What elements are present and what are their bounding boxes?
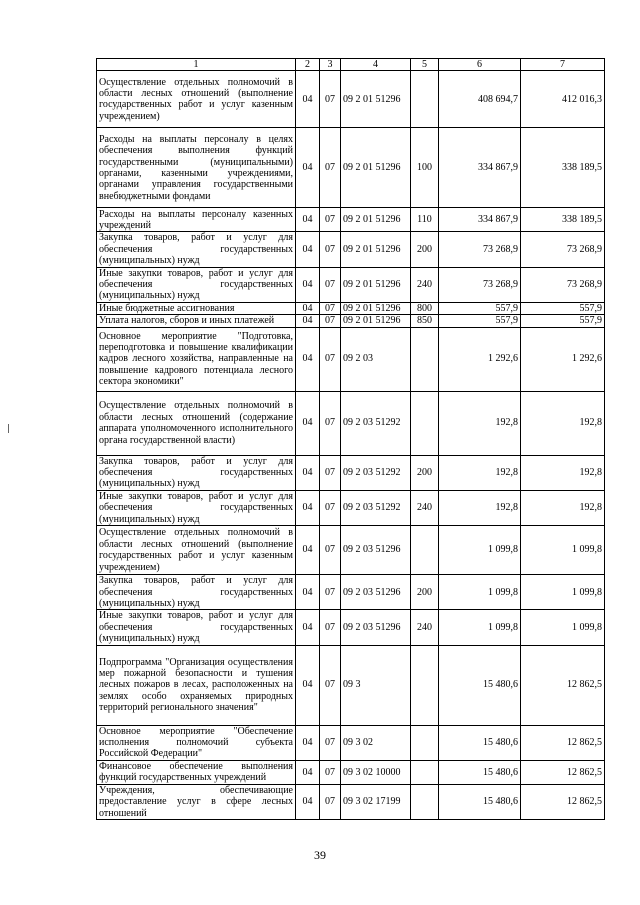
expense-type-code — [411, 784, 439, 819]
column-header: 7 — [521, 59, 605, 71]
amount-year-1: 334 867,9 — [439, 128, 521, 208]
subsection-code: 07 — [320, 610, 341, 645]
expense-type-code — [411, 327, 439, 391]
amount-year-1: 15 480,6 — [439, 760, 521, 784]
table-row — [97, 526, 605, 575]
section-code: 04 — [296, 267, 320, 302]
expense-type-code — [411, 71, 439, 128]
table-row — [97, 645, 605, 725]
subsection-code: 07 — [320, 391, 341, 455]
section-code: 04 — [296, 232, 320, 267]
section-code: 04 — [296, 391, 320, 455]
target-article-code: 09 2 03 — [341, 327, 411, 391]
section-code: 04 — [296, 610, 320, 645]
expense-type-code — [411, 725, 439, 760]
target-article-code: 09 2 01 51296 — [341, 302, 411, 314]
subsection-code: 07 — [320, 315, 341, 327]
expense-type-code: 200 — [411, 232, 439, 267]
subsection-code: 07 — [320, 232, 341, 267]
expense-type-code: 240 — [411, 610, 439, 645]
margin-mark — [8, 424, 9, 433]
table-row — [97, 391, 605, 455]
row-name: Иные закупки товаров, работ и услуг для обеспечения государственных (муниципальных) нужд — [97, 610, 296, 645]
table-row — [97, 610, 605, 645]
column-header: 5 — [411, 59, 439, 71]
row-name: Иные закупки товаров, работ и услуг для обеспечения государственных (муниципальных) нужд — [97, 267, 296, 302]
amount-year-1: 192,8 — [439, 391, 521, 455]
page-number: 39 — [314, 848, 326, 862]
section-code: 04 — [296, 455, 320, 490]
row-name: Иные бюджетные ассигнования — [97, 302, 296, 314]
row-name: Учреждения, обеспечивающие предоставление услуг в сфере лесных отношений — [97, 784, 296, 819]
amount-year-1: 1 292,6 — [439, 327, 521, 391]
amount-year-1: 192,8 — [439, 490, 521, 525]
row-name: Основное мероприятие "Подготовка, переподготовка и повышение квалификации кадров лесного хозяйства, направленные на повышение кадрового потенциала лесного сектора экономики" — [97, 327, 296, 391]
amount-year-2: 1 099,8 — [521, 610, 605, 645]
amount-year-2: 1 292,6 — [521, 327, 605, 391]
target-article-code: 09 2 01 51296 — [341, 267, 411, 302]
table-row — [97, 455, 605, 490]
expense-type-code — [411, 645, 439, 725]
table-row — [97, 327, 605, 391]
table-row — [97, 490, 605, 525]
amount-year-2: 557,9 — [521, 315, 605, 327]
subsection-code: 07 — [320, 575, 341, 610]
amount-year-1: 408 694,7 — [439, 71, 521, 128]
subsection-code: 07 — [320, 725, 341, 760]
row-name: Подпрограмма "Организация осуществления мер пожарной безопасности и тушения лесных пожаров в лесах, расположенных на землях особо охраняемых природных территорий регионального значения" — [97, 645, 296, 725]
target-article-code: 09 3 02 17199 — [341, 784, 411, 819]
target-article-code: 09 2 01 51296 — [341, 232, 411, 267]
amount-year-2: 338 189,5 — [521, 128, 605, 208]
section-code: 04 — [296, 784, 320, 819]
subsection-code: 07 — [320, 526, 341, 575]
header-row — [97, 59, 605, 71]
expense-type-code: 200 — [411, 575, 439, 610]
table-row — [97, 232, 605, 267]
row-name: Осуществление отдельных полномочий в области лесных отношений (выполнение государственных работ и услуг казенным учреждением) — [97, 526, 296, 575]
target-article-code: 09 2 03 51296 — [341, 575, 411, 610]
expense-type-code: 240 — [411, 267, 439, 302]
subsection-code: 07 — [320, 208, 341, 232]
subsection-code: 07 — [320, 128, 341, 208]
amount-year-1: 1 099,8 — [439, 526, 521, 575]
amount-year-1: 15 480,6 — [439, 645, 521, 725]
amount-year-2: 73 268,9 — [521, 232, 605, 267]
table-body — [97, 71, 605, 820]
target-article-code: 09 2 03 51292 — [341, 490, 411, 525]
target-article-code: 09 2 01 51296 — [341, 208, 411, 232]
column-header: 4 — [341, 59, 411, 71]
target-article-code: 09 2 01 51296 — [341, 128, 411, 208]
target-article-code: 09 2 01 51296 — [341, 315, 411, 327]
row-name: Закупка товаров, работ и услуг для обеспечения государственных (муниципальных) нужд — [97, 232, 296, 267]
subsection-code: 07 — [320, 490, 341, 525]
table-row — [97, 575, 605, 610]
amount-year-1: 557,9 — [439, 315, 521, 327]
amount-year-1: 73 268,9 — [439, 232, 521, 267]
subsection-code: 07 — [320, 455, 341, 490]
budget-table — [96, 58, 605, 820]
section-code: 04 — [296, 208, 320, 232]
target-article-code: 09 2 03 51296 — [341, 610, 411, 645]
expense-type-code: 240 — [411, 490, 439, 525]
column-header: 1 — [97, 59, 296, 71]
target-article-code: 09 2 03 51292 — [341, 455, 411, 490]
amount-year-1: 334 867,9 — [439, 208, 521, 232]
expense-type-code: 850 — [411, 315, 439, 327]
amount-year-1: 15 480,6 — [439, 725, 521, 760]
table-row — [97, 267, 605, 302]
target-article-code: 09 3 02 — [341, 725, 411, 760]
section-code: 04 — [296, 327, 320, 391]
amount-year-2: 192,8 — [521, 490, 605, 525]
row-name: Основное мероприятие "Обеспечение исполнения полномочий субъекта Российской Федерации" — [97, 725, 296, 760]
row-name: Иные закупки товаров, работ и услуг для обеспечения государственных (муниципальных) нужд — [97, 490, 296, 525]
table-row — [97, 784, 605, 819]
section-code: 04 — [296, 760, 320, 784]
amount-year-2: 557,9 — [521, 302, 605, 314]
amount-year-2: 192,8 — [521, 455, 605, 490]
column-header: 6 — [439, 59, 521, 71]
amount-year-2: 12 862,5 — [521, 725, 605, 760]
row-name: Закупка товаров, работ и услуг для обеспечения государственных (муниципальных) нужд — [97, 455, 296, 490]
subsection-code: 07 — [320, 302, 341, 314]
amount-year-2: 192,8 — [521, 391, 605, 455]
amount-year-2: 12 862,5 — [521, 784, 605, 819]
amount-year-1: 1 099,8 — [439, 610, 521, 645]
amount-year-1: 192,8 — [439, 455, 521, 490]
table-row — [97, 725, 605, 760]
row-name: Осуществление отдельных полномочий в области лесных отношений (выполнение государственных работ и услуг казенным учреждением) — [97, 71, 296, 128]
table-row — [97, 208, 605, 232]
row-name: Расходы на выплаты персоналу в целях обеспечения выполнения функций государственными (муниципальными) органами, казенными учреждениями, органами управления государственными внебюджетными фондами — [97, 128, 296, 208]
amount-year-2: 338 189,5 — [521, 208, 605, 232]
section-code: 04 — [296, 302, 320, 314]
section-code: 04 — [296, 725, 320, 760]
expense-type-code: 800 — [411, 302, 439, 314]
subsection-code: 07 — [320, 71, 341, 128]
amount-year-2: 73 268,9 — [521, 267, 605, 302]
subsection-code: 07 — [320, 760, 341, 784]
column-header: 3 — [320, 59, 341, 71]
section-code: 04 — [296, 490, 320, 525]
target-article-code: 09 2 01 51296 — [341, 71, 411, 128]
section-code: 04 — [296, 526, 320, 575]
amount-year-1: 557,9 — [439, 302, 521, 314]
section-code: 04 — [296, 645, 320, 725]
amount-year-1: 73 268,9 — [439, 267, 521, 302]
expense-type-code — [411, 391, 439, 455]
amount-year-2: 1 099,8 — [521, 526, 605, 575]
amount-year-2: 1 099,8 — [521, 575, 605, 610]
row-name: Расходы на выплаты персоналу казенных учреждений — [97, 208, 296, 232]
row-name: Осуществление отдельных полномочий в области лесных отношений (содержание аппарата уполномоченного исполнительного органа государственной власти) — [97, 391, 296, 455]
section-code: 04 — [296, 71, 320, 128]
table-row — [97, 128, 605, 208]
target-article-code: 09 3 02 10000 — [341, 760, 411, 784]
row-name: Финансовое обеспечение выполнения функций государственных учреждений — [97, 760, 296, 784]
amount-year-2: 12 862,5 — [521, 645, 605, 725]
expense-type-code: 100 — [411, 128, 439, 208]
target-article-code: 09 2 03 51296 — [341, 526, 411, 575]
amount-year-2: 12 862,5 — [521, 760, 605, 784]
expense-type-code: 200 — [411, 455, 439, 490]
section-code: 04 — [296, 575, 320, 610]
subsection-code: 07 — [320, 327, 341, 391]
target-article-code: 09 2 03 51292 — [341, 391, 411, 455]
amount-year-1: 1 099,8 — [439, 575, 521, 610]
subsection-code: 07 — [320, 645, 341, 725]
expense-type-code — [411, 760, 439, 784]
table-row — [97, 315, 605, 327]
expense-type-code: 110 — [411, 208, 439, 232]
section-code: 04 — [296, 315, 320, 327]
target-article-code: 09 3 — [341, 645, 411, 725]
row-name: Уплата налогов, сборов и иных платежей — [97, 315, 296, 327]
table-row — [97, 302, 605, 314]
subsection-code: 07 — [320, 784, 341, 819]
amount-year-1: 15 480,6 — [439, 784, 521, 819]
expense-type-code — [411, 526, 439, 575]
table-row — [97, 71, 605, 128]
subsection-code: 07 — [320, 267, 341, 302]
section-code: 04 — [296, 128, 320, 208]
table-row — [97, 760, 605, 784]
row-name: Закупка товаров, работ и услуг для обеспечения государственных (муниципальных) нужд — [97, 575, 296, 610]
column-header: 2 — [296, 59, 320, 71]
amount-year-2: 412 016,3 — [521, 71, 605, 128]
